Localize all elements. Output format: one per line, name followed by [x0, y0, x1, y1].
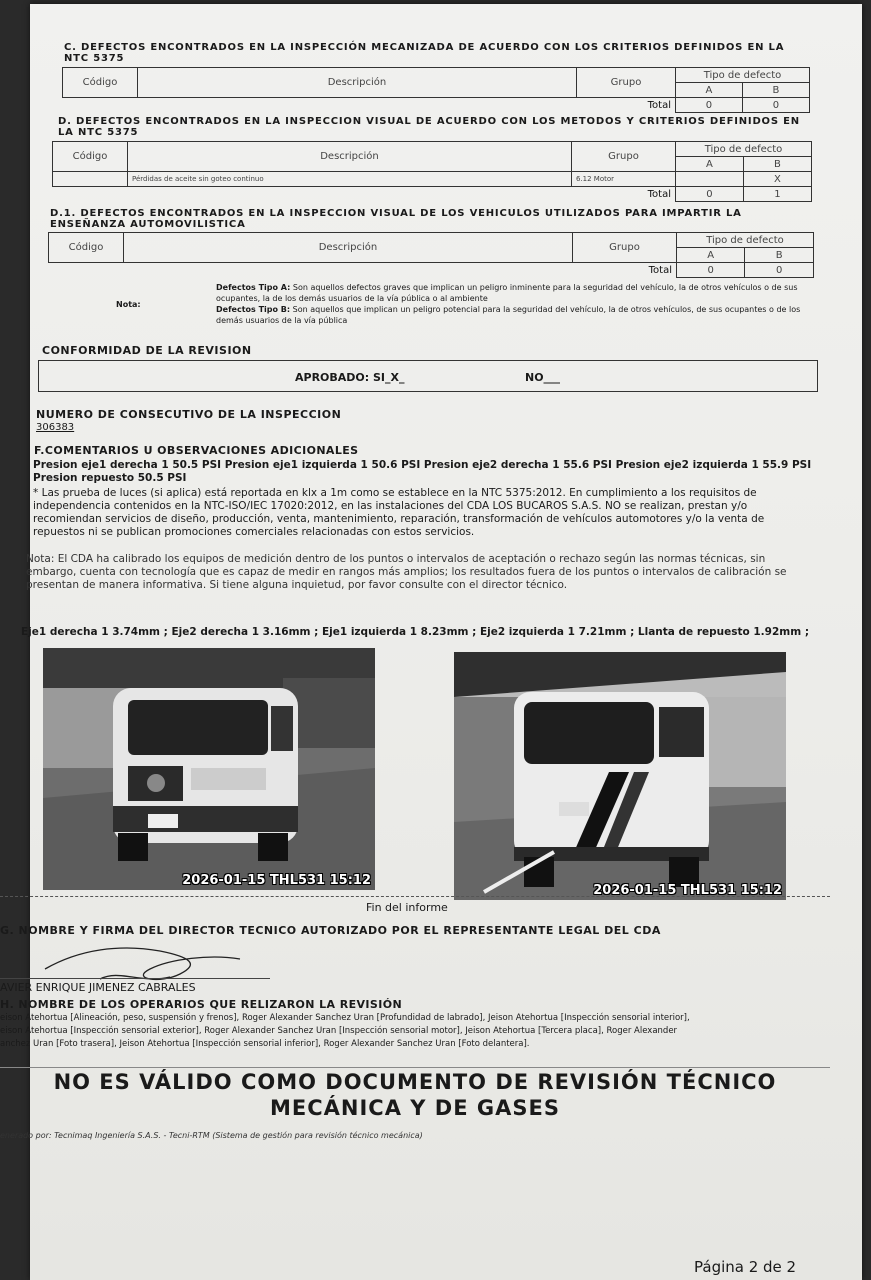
row-grupo: 6.12 Motor	[572, 172, 676, 187]
divider	[0, 896, 830, 897]
luces-text: * Las prueba de luces (si aplica) está reportada en klx a 1m como se establece en la NTC 5375:2012. En cumplimiento a los requisitos de independencia contenidos en la NTC-ISO/IEC 17020:2012, en las instalaciones del CDA LOS BUCAROS S.A.S. NO se realizan, prestan y/o recomiendan servicios de diseño, producción, venta, mantenimiento, reparación, transformación de vehículos automotores y/o la venta de repuestos ni se publican promociones comerciales relacionadas con estos servicios.	[33, 487, 765, 538]
conformidad-box	[38, 360, 818, 392]
total-label: Total	[647, 188, 671, 200]
header-codigo: Código	[63, 68, 138, 98]
section-d1-title: D.1. DEFECTOS ENCONTRADOS EN LA INSPECCION VISUAL DE LOS VEHICULOS UTILIZADOS PARA IMPARTIR LA ENSEÑANZA AUTOMOVILISTICA	[50, 208, 742, 230]
row-codigo	[53, 172, 128, 187]
nota-cda-text: Nota: El CDA ha calibrado los equipos de medición dentro de los puntos o intervalos de aceptación o rechazo según las normas técnicas, sin embargo, cuenta con tecnología que es capaz de medir en rangos más amplios; los resultados fuera de los puntos o intervalos de calibración se presentan de manera informativa. Si tiene alguna inquietud, por favor consulte con el director técnico.	[26, 553, 787, 591]
section-c-table	[62, 67, 810, 113]
header-a: A	[677, 248, 745, 263]
consecutivo-title: NUMERO DE CONSECUTIVO DE LA INSPECCION	[36, 408, 342, 421]
generado-text: enerado por: Tecnimaq Ingeniería S.A.S. - Tecni-RTM (Sistema de gestión para revisión técnico mecánica)	[0, 1131, 423, 1140]
header-b: B	[742, 83, 809, 98]
total-label: Total	[647, 99, 671, 111]
rear-photo	[454, 652, 786, 900]
nota-label: Nota:	[116, 300, 141, 309]
director-name: AVIER ENRIQUE JIMENEZ CABRALES	[0, 981, 196, 994]
rear-photo-stamp: 2026-01-15 THL531 15:12	[593, 883, 782, 898]
front-photo-stamp: 2026-01-15 THL531 15:12	[182, 873, 371, 888]
consecutivo-value: 306383	[36, 422, 75, 433]
row-descripcion: Pérdidas de aceite sin goteo continuo	[128, 172, 572, 187]
front-photo	[43, 648, 375, 890]
total-a: 0	[677, 263, 745, 278]
total-b: 0	[742, 98, 809, 113]
warning-line-1: NO ES VÁLIDO COMO DOCUMENTO DE REVISIÓN TÉCNICO	[53, 1070, 777, 1094]
presiones-text: Presion eje1 derecha 1 50.5 PSI Presion eje1 izquierda 1 50.6 PSI Presion eje2 derecha 1 55.6 PSI Presion eje2 izquierda 1 55.9 PSI Presion repuesto 50.5 PSI	[33, 459, 812, 484]
header-a: A	[676, 83, 743, 98]
document-page	[0, 4, 862, 1280]
section-c-title: C. DEFECTOS ENCONTRADOS EN LA INSPECCIÓN MECANIZADA DE ACUERDO CON LOS CRITERIOS DEFINIDOS EN LA NTC 5375	[64, 42, 785, 64]
section-g-title: G. NOMBRE Y FIRMA DEL DIRECTOR TECNICO AUTORIZADO POR EL REPRESENTANTE LEGAL DEL CDA	[0, 924, 661, 937]
operarios-list	[0, 1012, 820, 1051]
warning-divider	[0, 1067, 830, 1068]
operarios-line-1: eison Atehortua [Alineación, peso, suspensión y frenos], Roger Alexander Sanchez Uran [Profundidad de labrado], Jeison Atehortua [Inspección sensorial interior],	[0, 1013, 690, 1023]
header-grupo: Grupo	[572, 142, 676, 172]
total-a: 0	[676, 98, 743, 113]
page-number: Página 2 de 2	[694, 1258, 797, 1276]
aprobado-text: APROBADO: SI_X_	[295, 371, 405, 384]
header-codigo: Código	[53, 142, 128, 172]
header-descripcion: Descripción	[128, 142, 572, 172]
section-d-title: D. DEFECTOS ENCONTRADOS EN LA INSPECCION VISUAL DE ACUERDO CON LOS METODOS Y CRITERIOS DEFINIDOS EN LA NTC 5375	[58, 116, 800, 138]
nota-text	[216, 282, 806, 326]
header-a: A	[676, 157, 744, 172]
header-descripcion: Descripción	[138, 68, 577, 98]
tipo-a-text: Son aquellos defectos graves que implican un peligro inminente para la seguridad del vehículo, la de otros vehículos o de sus ocupantes, la de los demás usuarios de la vía pública o al ambiente	[216, 283, 798, 303]
operarios-line-3: anchez Uran [Foto trasera], Jeison Atehortua [Inspección sensorial inferior], Roger Alexander Sanchez Uran [Foto delantera].	[0, 1039, 530, 1049]
total-b: 1	[743, 187, 811, 202]
rear-van-image	[454, 652, 786, 900]
signature-line	[0, 978, 270, 979]
no-text: NO___	[525, 371, 561, 384]
section-h-title: H. NOMBRE DE LOS OPERARIOS QUE RELIZARON LA REVISIÓN	[0, 998, 403, 1011]
header-grupo: Grupo	[573, 233, 677, 263]
tipo-a-label: Defectos Tipo A:	[216, 283, 291, 292]
section-d-table	[52, 141, 812, 202]
warning-line-2: MECÁNICA Y DE GASES	[270, 1096, 560, 1120]
header-tipo: Tipo de defecto	[676, 68, 810, 83]
header-b: B	[745, 248, 814, 263]
comentarios-title: F.COMENTARIOS U OBSERVACIONES ADICIONALES	[34, 444, 359, 457]
total-label: Total	[648, 264, 672, 276]
header-tipo: Tipo de defecto	[676, 142, 812, 157]
total-b: 0	[745, 263, 814, 278]
header-grupo: Grupo	[577, 68, 676, 98]
header-codigo: Código	[49, 233, 124, 263]
total-a: 0	[676, 187, 744, 202]
conformidad-title: CONFORMIDAD DE LA REVISION	[42, 344, 252, 357]
tipo-b-text: Son aquellos que implican un peligro potencial para la seguridad del vehículo, la de otros vehículos, de sus ocupantes o de los demás usuarios de la vía pública	[216, 305, 801, 325]
operarios-line-2: eison Atehortua [Inspección sensorial exterior], Roger Alexander Sanchez Uran [Inspección sensorial motor], Jeison Atehortua [Tercera placa], Roger Alexander	[0, 1026, 678, 1036]
labrado-text: Eje1 derecha 1 3.74mm ; Eje2 derecha 1 3.16mm ; Eje1 izquierda 1 8.23mm ; Eje2 izquierda 1 7.21mm ; Llanta de repuesto 1.92mm ;	[21, 626, 810, 638]
row-a	[676, 172, 744, 187]
fin-text: Fin del informe	[366, 901, 448, 914]
header-tipo: Tipo de defecto	[677, 233, 814, 248]
header-b: B	[743, 157, 811, 172]
row-b: X	[743, 172, 811, 187]
tipo-b-label: Defectos Tipo B:	[216, 305, 291, 314]
section-d1-table	[48, 232, 814, 278]
front-van-image	[43, 648, 375, 890]
header-descripcion: Descripción	[124, 233, 573, 263]
